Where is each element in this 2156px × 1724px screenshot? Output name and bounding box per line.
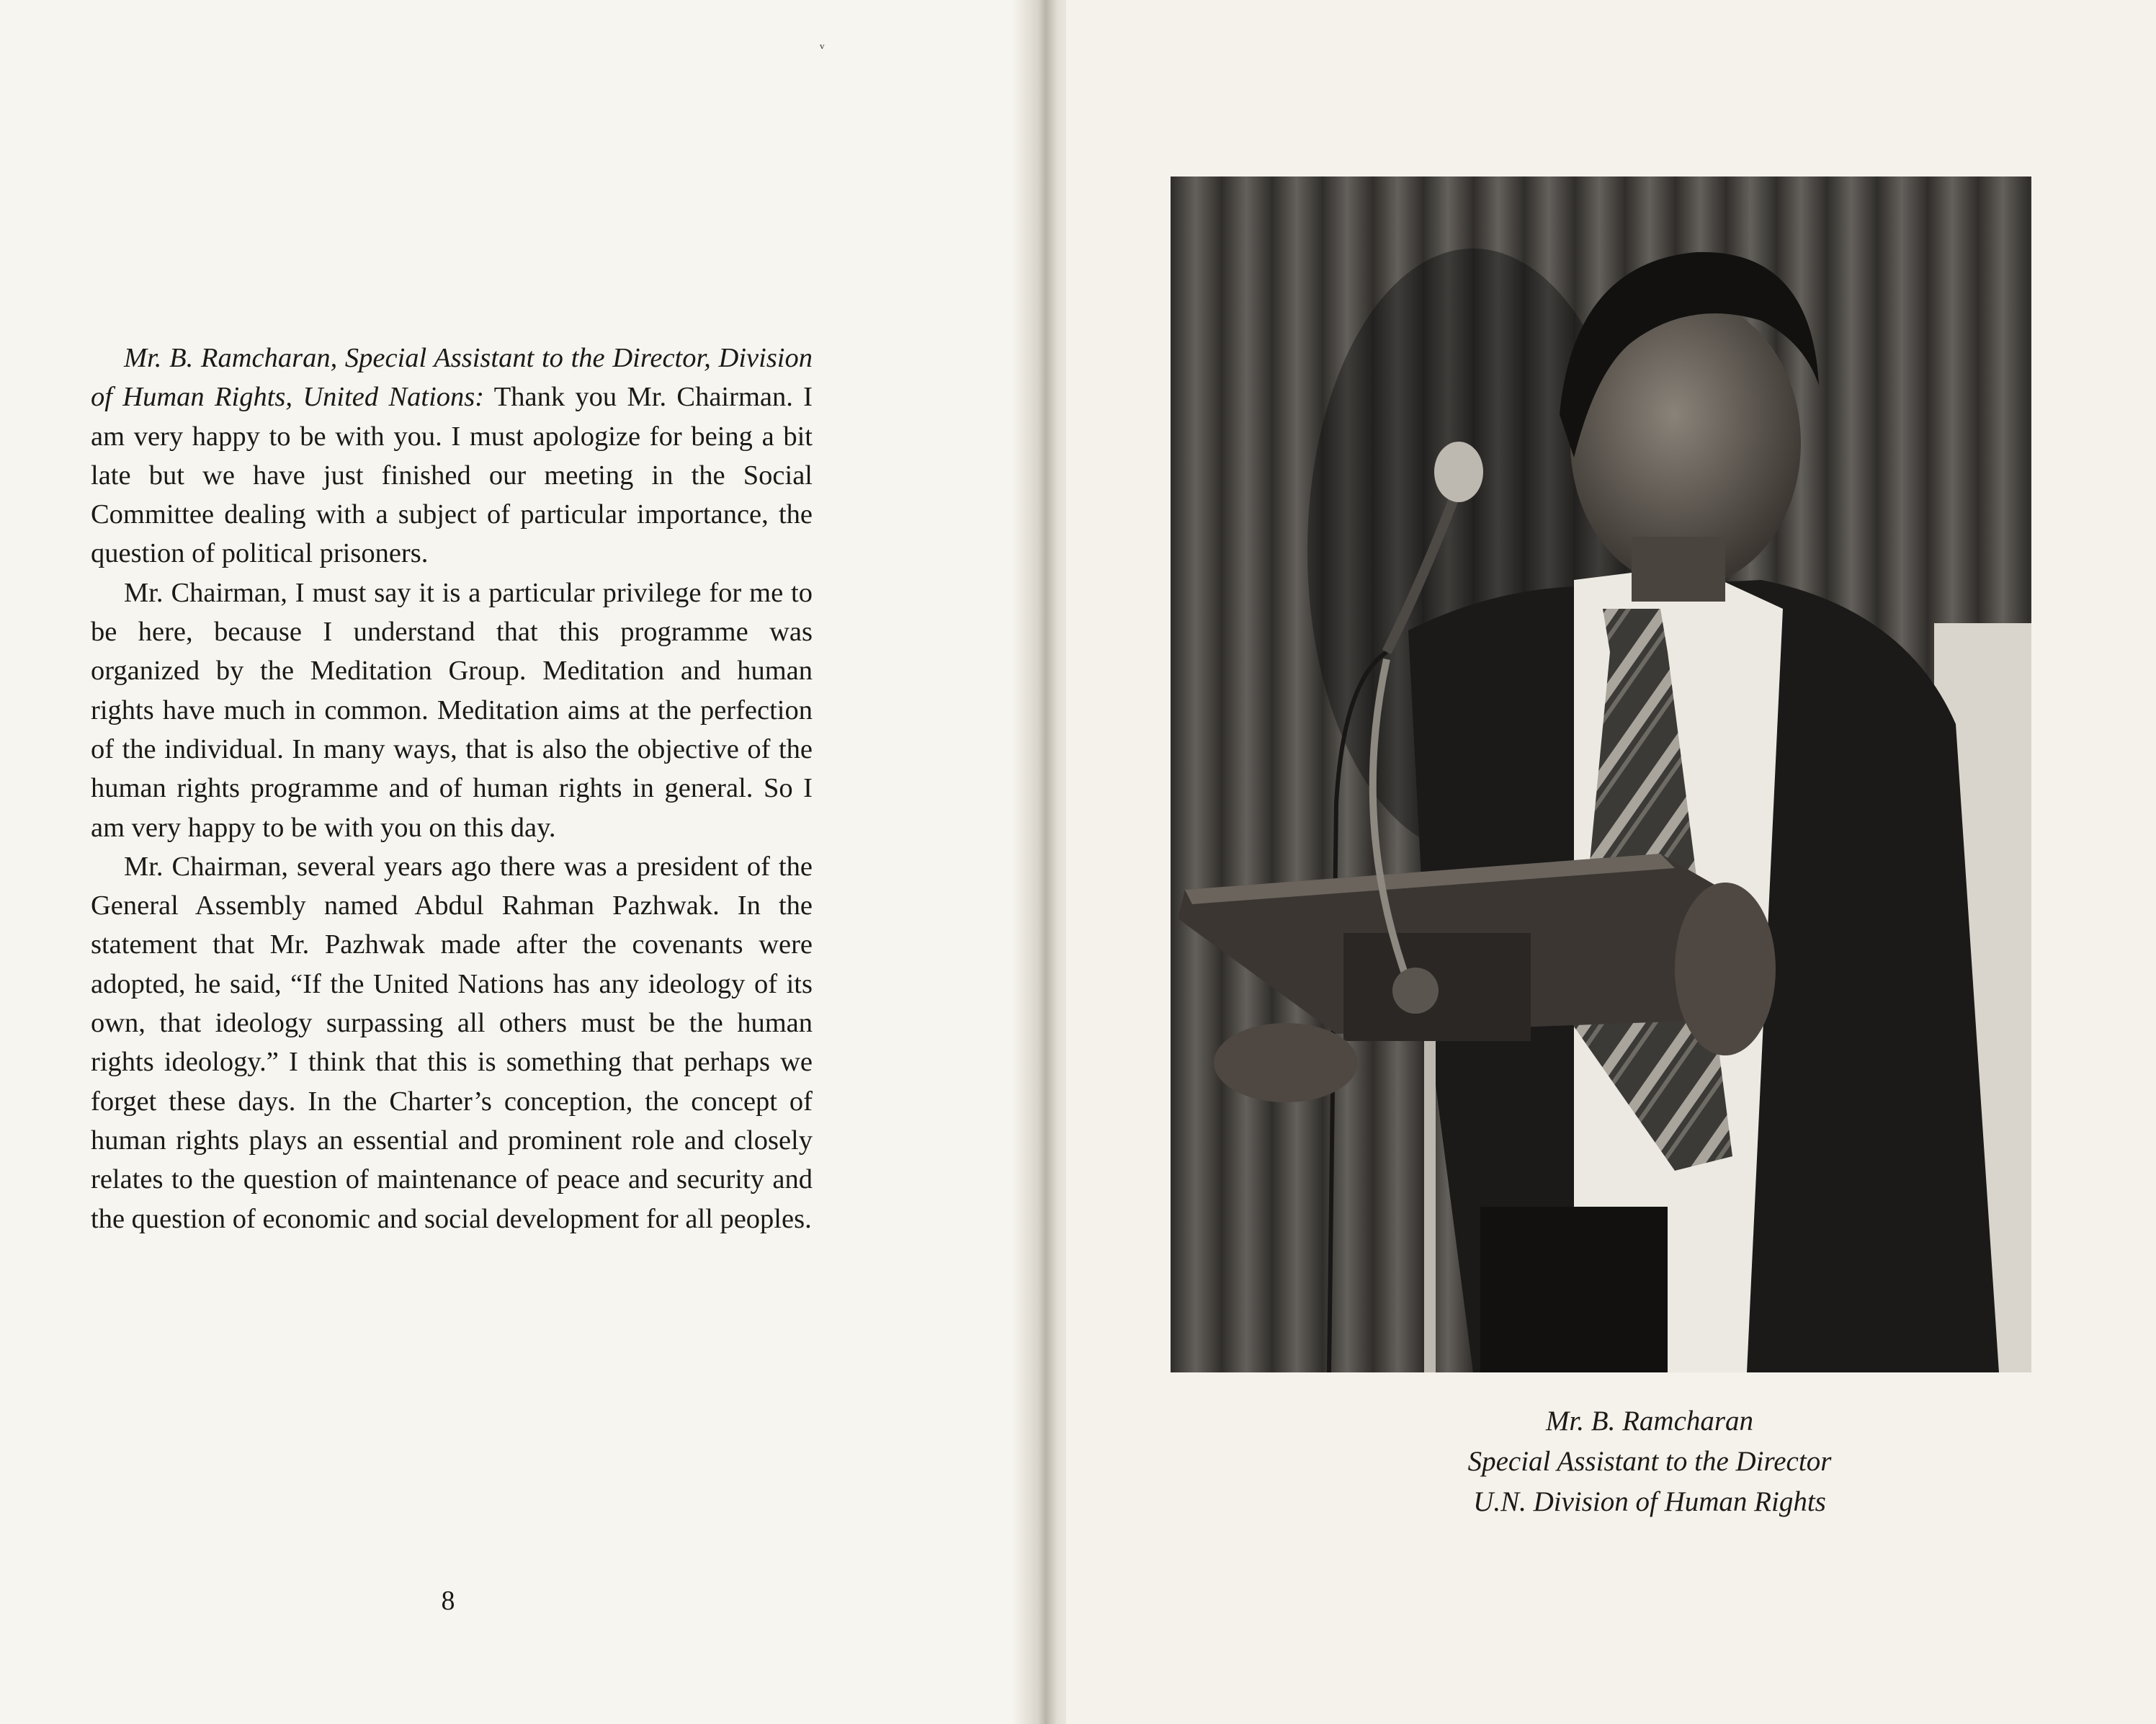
paragraph-3: Mr. Chairman, several years ago there was a president of the General Assembly named Abdul Rahman Pazhwak. In the statement that Mr. Pazhwak made after the covenants were adopted, he said, “If the United Nations has any ideology of its own, that ideology surpassing all others must be the human rights ideology.” I think that this is something that perhaps we forget these days. In the Charter’s conception, the concept of human rights plays an essential and prominent role and closely relates to the question of maintenance of peace and security and the question of economic and social development for all peoples. — [91, 851, 813, 1234]
caption-name: Mr. B. Ramcharan — [1545, 1406, 1754, 1437]
page-number: 8 — [441, 1586, 455, 1616]
ink-speck: ᵥ — [820, 33, 825, 51]
paragraph-2: Mr. Chairman, I must say it is a particular privilege for me to be here, because I understand that this programme was organized by the Meditation Group. Meditation and human rights have much in common. Meditation aims at the perfection of the individual. In many ways, that is also the objective of the human rights programme and of human rights in general. So I am very happy to be with you on this day. — [91, 577, 813, 843]
paragraph-1-text: Thank you Mr. Chairman. I am very happy to be with you. I must apologize for being a bit late but we have just finished our meeting in the Social Committee dealing with a subject of particular importance, the question of political prisoners. — [91, 382, 813, 569]
speaker-photo — [1171, 177, 2031, 1372]
photo-caption — [1282, 1401, 2017, 1522]
left-page — [0, 0, 1030, 1724]
caption-title: Special Assistant to the Director — [1467, 1446, 1832, 1477]
paragraph-1 — [91, 339, 813, 573]
body-text — [91, 339, 813, 1238]
speaker-attribution: Mr. B. Ramcharan, Special Assistant to the Director, Division of Human Rights, United Nations: — [91, 343, 813, 413]
caption-division: U.N. Division of Human Rights — [1473, 1486, 1826, 1517]
